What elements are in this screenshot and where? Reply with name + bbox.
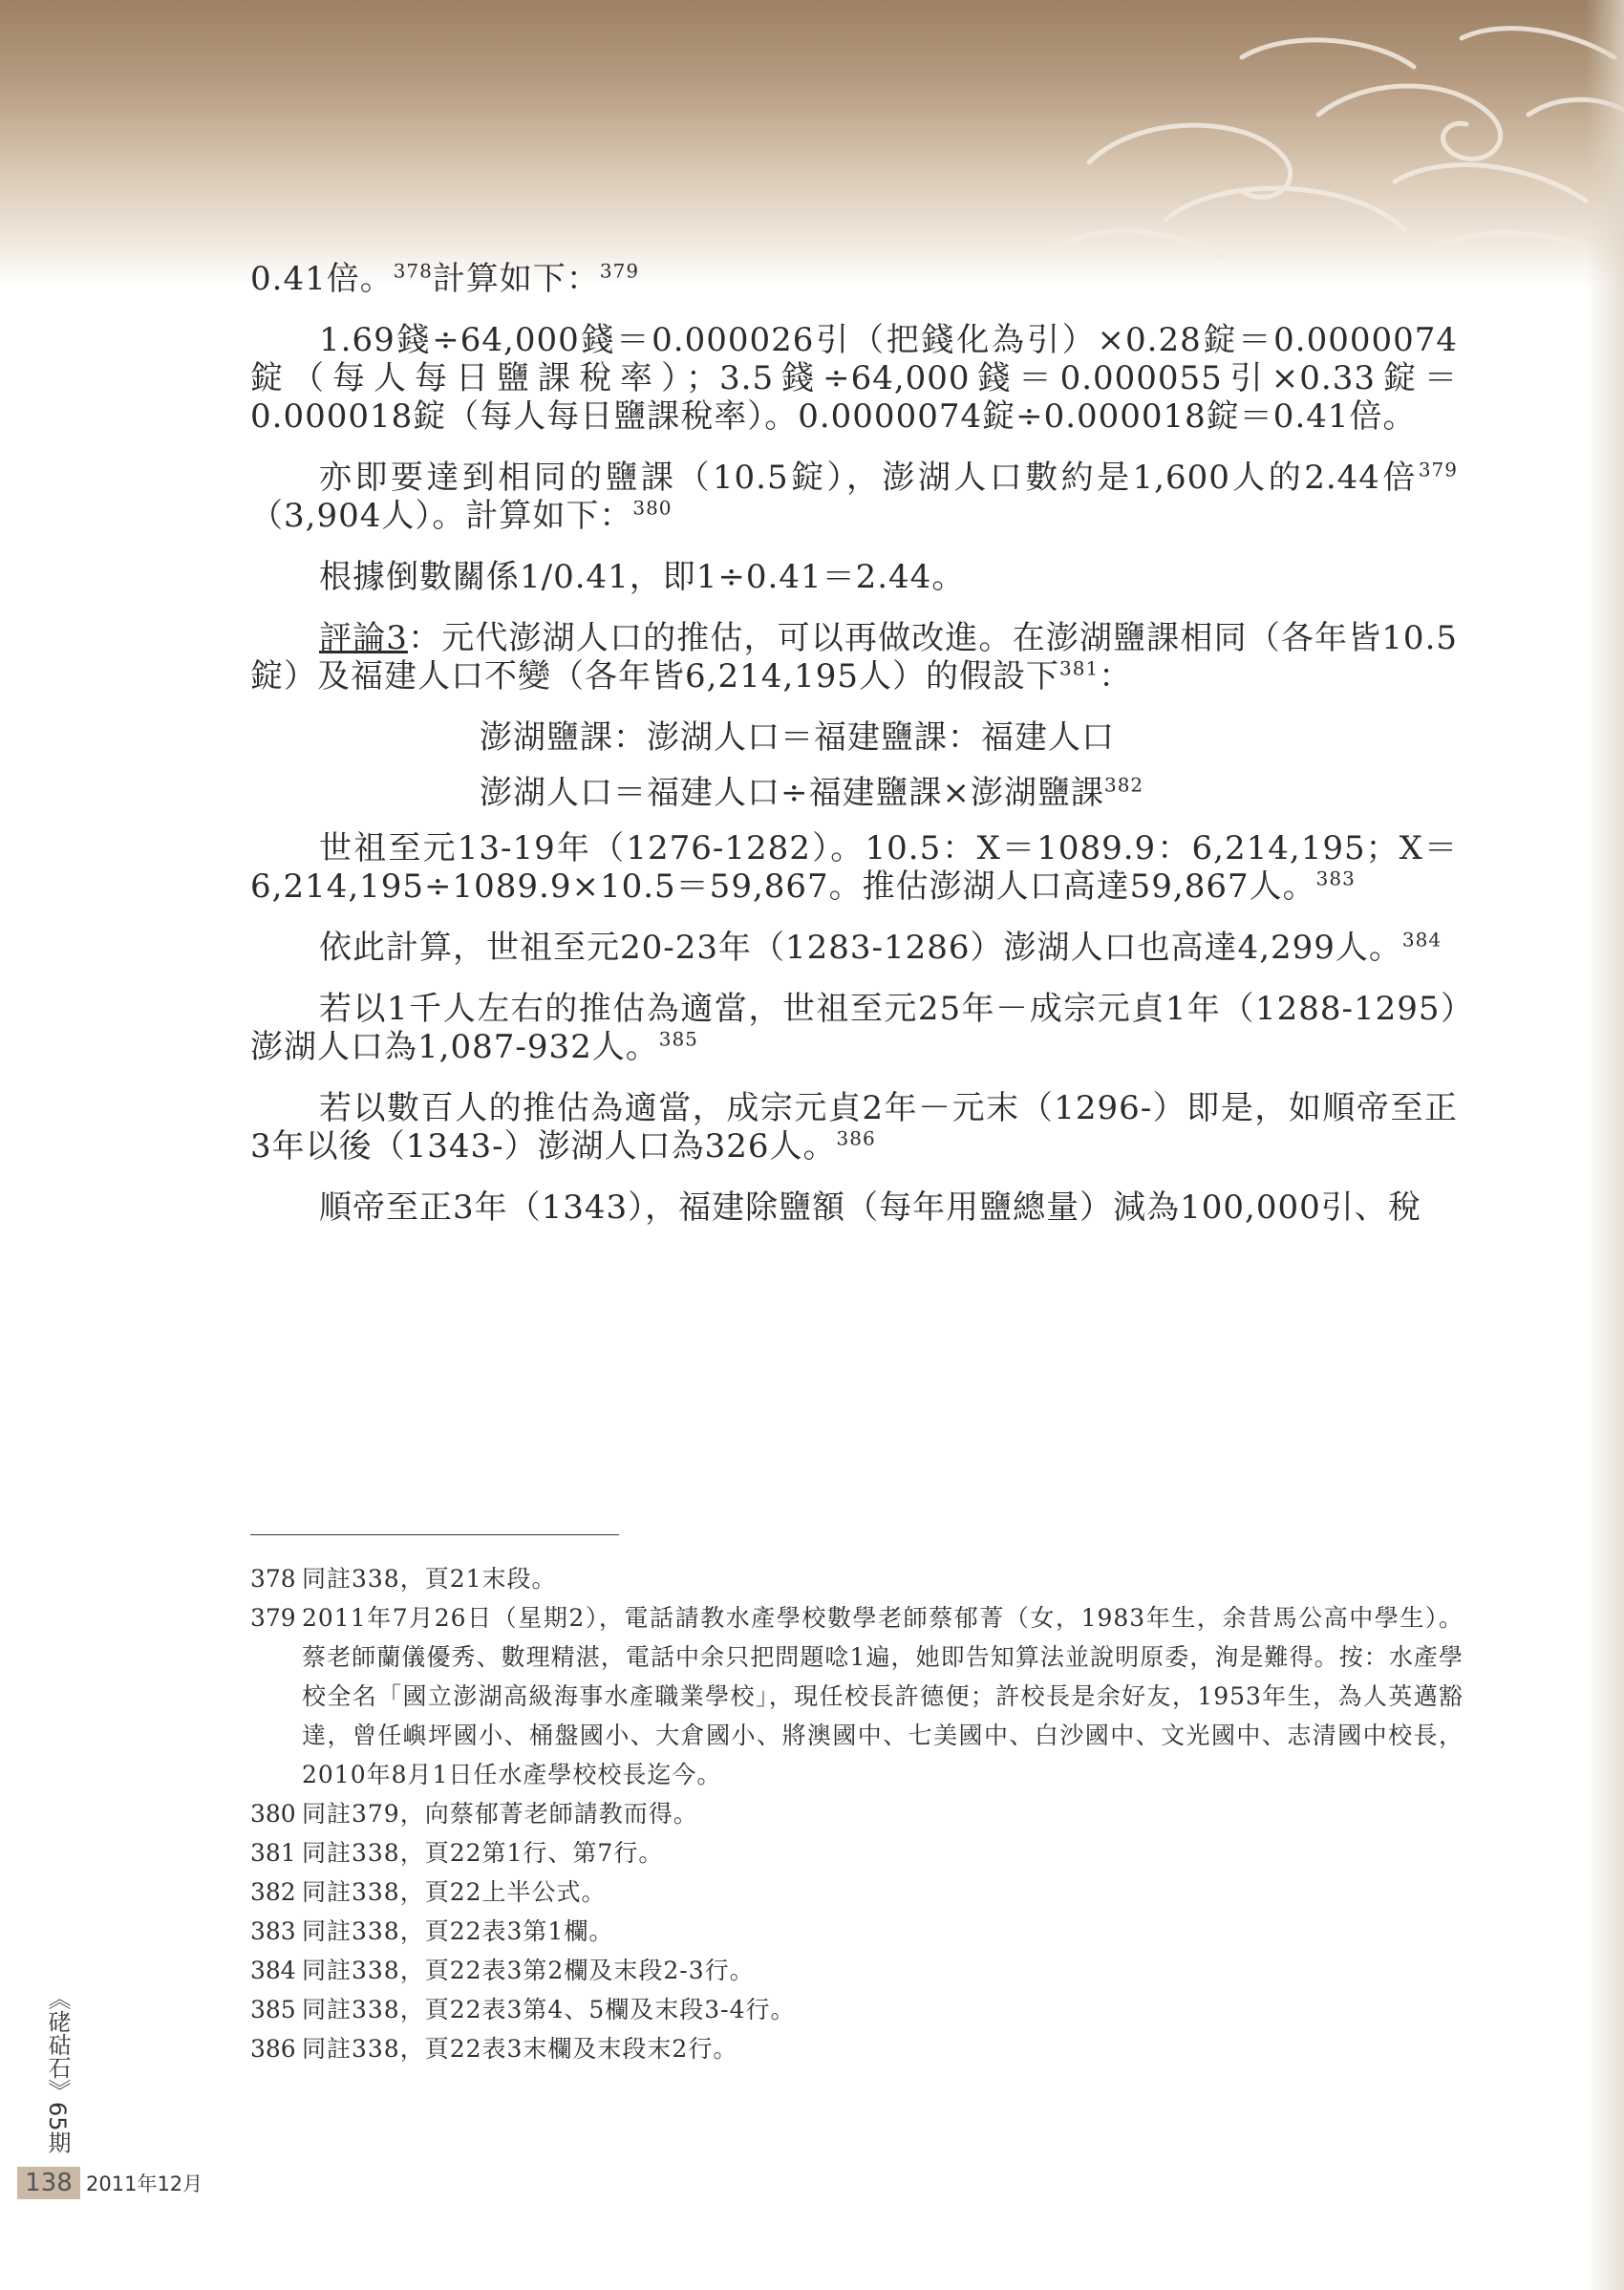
paragraph-9: 若以數百人的推估為適當，成宗元貞2年－元末（1296-）即是，如順帝至正3年以後（1343-）澎湖人口為326人。$^{386}$ xyxy=(250,1089,1458,1166)
comment-label: 評論3 xyxy=(319,619,408,657)
paragraph-3: 亦即要達到相同的鹽課（10.5錠），澎湖人口數約是1,600人的2.44倍$^{379}$（3,904人）。計算如下：$^{380}$ xyxy=(250,458,1458,535)
footnote-ref: 384 xyxy=(1401,928,1442,952)
footnote-divider xyxy=(250,1534,619,1535)
paragraph-5: 評論3：元代澎湖人口的推估，可以再做改進。在澎湖鹽課相同（各年皆10.5錠）及福建人口不變（各年皆6,214,195人）的假設下$^{381}$： xyxy=(250,619,1459,696)
footnote-ref: 383 xyxy=(1315,867,1356,890)
journal-title: 《硓𥑮石》65期 xyxy=(44,1987,71,2154)
issue-date: 2011年12月 xyxy=(86,2172,203,2195)
footnote-ref: 382 xyxy=(1103,773,1144,797)
footnote-ref: 378 xyxy=(393,259,433,283)
footnote-386: 386 同註338，頁22表3末欄及末段末2行。 xyxy=(250,2035,738,2063)
footnote-ref: 381 xyxy=(1059,656,1100,680)
footnote-384: 384 同註338，頁22表3第2欄及末段2-3行。 xyxy=(250,1957,755,1984)
paragraph-7: 依此計算，世祖至元20-23年（1283-1286）澎湖人口也高達4,299人。$^{384}$ xyxy=(319,928,1442,967)
paragraph-2: 1.69錢÷64,000錢＝0.000026引（把錢化為引）×0.28錠＝0.0000074錠（每人每日鹽課稅率）；3.5錢÷64,000錢＝0.000055引×0.33錠＝0.000018錠（每人每日鹽課稅率）。0.0000074錠÷0.000018錠＝0.41倍。 xyxy=(250,321,1458,436)
footnote-380: 380 同註379，向蔡郁菁老師請教而得。 xyxy=(250,1800,698,1828)
footnote-383: 383 同註338，頁22表3第1欄。 xyxy=(250,1917,614,1945)
paragraph-1: 0.41倍。$^{378}$計算如下：$^{379}$ xyxy=(250,259,640,298)
formula-2: 澎湖人口＝福建人口÷福建鹽課×澎湖鹽課$^{382}$ xyxy=(480,773,1144,812)
footnote-381: 381 同註338，頁22第1行、第7行。 xyxy=(250,1839,664,1867)
footnote-385: 385 同註338，頁22表3第4、5欄及末段3-4行。 xyxy=(250,1996,796,2023)
main-text xyxy=(250,260,1458,1250)
footnote-382: 382 同註338，頁22上半公式。 xyxy=(250,1878,607,1906)
footnotes xyxy=(250,1559,1464,2068)
footnote-ref: 380 xyxy=(632,496,673,520)
page-edge-shadow xyxy=(1586,0,1624,2290)
formula-1: 澎湖鹽課：澎湖人口＝福建鹽課：福建人口 xyxy=(480,718,1115,757)
paragraph-6: 世祖至元13-19年（1276-1282）。10.5：X＝1089.9：6,214,195；X＝6,214,195÷1089.9×10.5＝59,867。推估澎湖人口高達59,867人。$^{383}$ xyxy=(250,829,1458,906)
footnote-ref: 379 xyxy=(599,259,640,283)
page-number: 138 xyxy=(17,2167,80,2199)
footnote-378: 378 同註338，頁21末段。 xyxy=(250,1565,557,1593)
paragraph-4: 根據倒數關係1/0.41，即1÷0.41＝2.44。 xyxy=(319,558,966,596)
paragraph-8: 若以1千人左右的推估為適當，世祖至元25年－成宗元貞1年（1288-1295）澎湖人口為1,087-932人。$^{385}$ xyxy=(250,990,1458,1066)
header-cloud-band xyxy=(0,0,1624,287)
footnote-ref: 379 xyxy=(1418,458,1458,482)
cloud-swirl-pattern xyxy=(0,0,1624,287)
footnote-ref: 385 xyxy=(658,1027,698,1051)
footnote-ref: 386 xyxy=(836,1126,876,1150)
paragraph-10: 順帝至正3年（1343），福建除鹽額（每年用鹽總量）減為100,000引、稅 xyxy=(319,1188,1421,1227)
footnote-379: 379 2011年7月26日（星期2），電話請教水產學校數學老師蔡郁菁（女，1983年生，余昔馬公高中學生）。蔡老師蘭儀優秀、數理精湛，電話中余只把問題唸1遍，她即告知算法並說明原委，洵是難得。按：水產學校全名「國立澎湖高級海事水產職業學校」，現任校長許德便；許校長是余好友，1953年生，為人英邁豁達，曾任嶼坪國小、桶盤國小、大倉國小、將澳國中、七美國中、白沙國中、文光國中、志清國中校長，2010年8月1日任水產學校校長迄今。 xyxy=(250,1604,1464,1788)
